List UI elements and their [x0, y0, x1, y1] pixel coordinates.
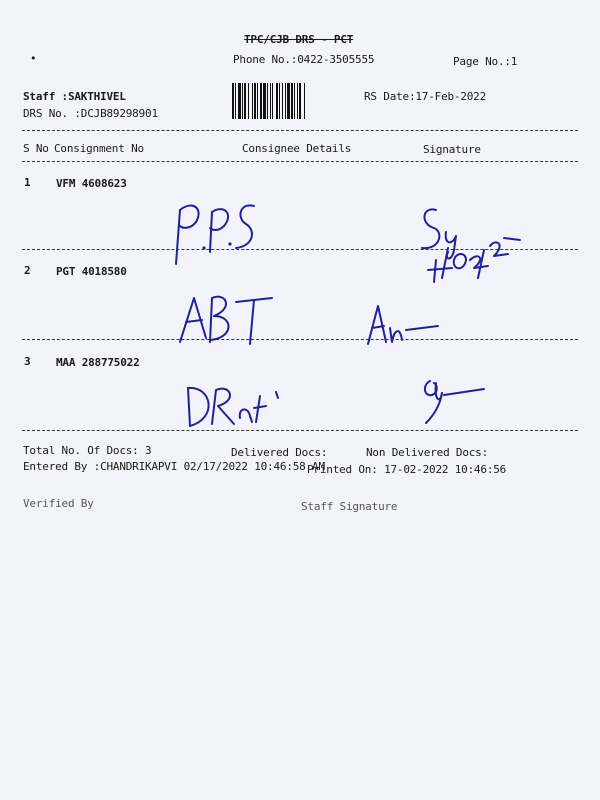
staff-signature-label: Staff Signature [301, 500, 398, 513]
row2-consignment: PGT 4018580 [56, 265, 127, 278]
document-title: TPC/CJB DRS - PCT [244, 33, 354, 46]
entered-by: Entered By :CHANDRIKAPVI 02/17/2022 10:46:58 AM [23, 460, 325, 473]
col-header-signature: Signature [423, 143, 481, 156]
col-header-consignee: Consignee Details [242, 142, 352, 155]
row3-sno: 3 [24, 355, 31, 368]
verified-by-label: Verified By [23, 497, 94, 510]
drs-number: DRS No. :DCJB89298901 [23, 107, 158, 120]
divider-header-top [22, 130, 578, 131]
row1-signature-handwriting [408, 198, 528, 290]
row1-consignment: VFM 4608623 [56, 177, 127, 190]
bullet-mark: • [30, 52, 37, 65]
staff-name: Staff :SAKTHIVEL [23, 90, 126, 103]
row3-consignee-handwriting [182, 378, 292, 438]
divider-row3 [22, 430, 578, 431]
row3-signature-handwriting [416, 375, 496, 430]
row3-consignment: MAA 288775022 [56, 356, 140, 369]
printed-on: Printed On: 17-02-2022 10:46:56 [307, 463, 507, 476]
rs-date: RS Date:17-Feb-2022 [364, 90, 487, 103]
row2-sno: 2 [24, 264, 31, 277]
non-delivered-docs: Non Delivered Docs: [366, 446, 489, 459]
divider-row2 [22, 339, 578, 340]
row1-sno: 1 [24, 176, 31, 189]
col-header-consignment: Consignment No [54, 142, 144, 155]
col-header-sno: S No [23, 142, 49, 155]
page-number: Page No.:1 [453, 55, 518, 68]
phone-number: Phone No.:0422-3505555 [233, 53, 375, 66]
row2-signature-handwriting [364, 300, 444, 350]
divider-header-bottom [22, 161, 578, 162]
row1-consignee-handwriting [170, 192, 260, 272]
barcode-image [232, 83, 355, 119]
row2-consignee-handwriting [176, 290, 276, 350]
total-docs: Total No. Of Docs: 3 [23, 444, 152, 457]
delivered-docs: Delivered Docs: [231, 446, 328, 459]
